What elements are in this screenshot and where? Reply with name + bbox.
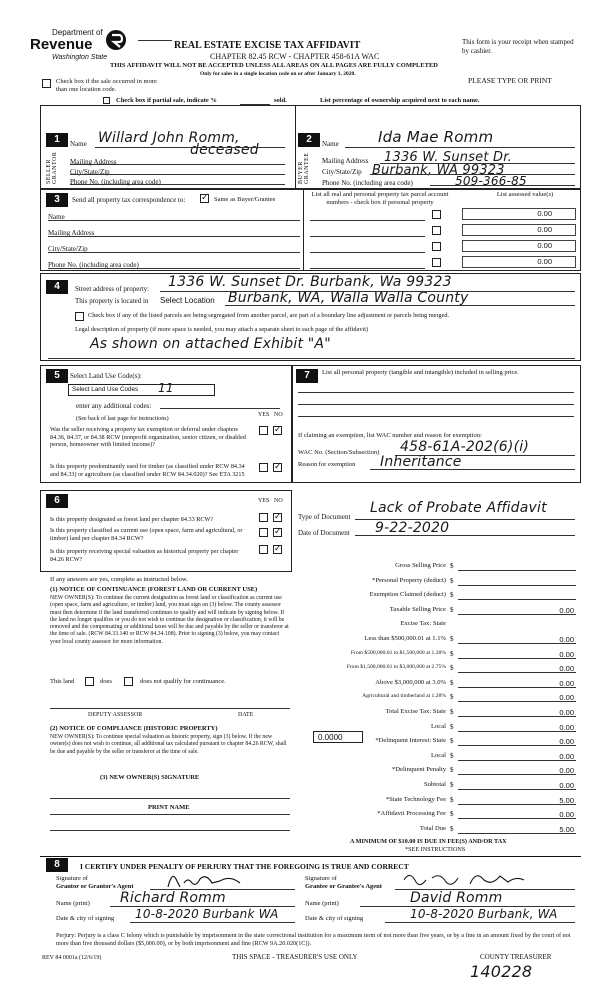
s7-exemption-label: If claiming an exemption, list WAC number and reason for exemption: — [298, 432, 482, 439]
land-use-select[interactable]: Select Land Use Codes — [72, 386, 139, 393]
tax-row-value[interactable]: 0.00 — [559, 650, 574, 659]
grantor-sig-label-1: Signature of — [56, 875, 88, 882]
compliance-text: NEW OWNER(S): To continue special valuation as historic property, sign (3) below. If the new owner(s) does not wish to continue, all additional tax calculated pursuant to chapter 84.26 RCW, shall be due and payable by the seller or transferor at the time of sale. — [50, 734, 287, 755]
receipt-note: This form is your receipt when stamped by cashier. — [462, 38, 574, 55]
s3-send-label: Send all property tax correspondence to: — [72, 196, 186, 204]
multi-location-checkbox[interactable] — [42, 79, 51, 88]
dept-line1: Department of — [52, 28, 103, 37]
perjury-content: Perjury: Perjury is a class C felony which is punishable by imprisonment in the state correctional institution for a maximum term of not more than five years, or by a fine in an amount fixed by the court of not more than five thousand dollars ($5,000.00), or by both imprisonment and fine (RCW 9A.20.020(1C)). — [56, 932, 571, 947]
tax-row-value[interactable]: 0.00 — [559, 693, 574, 702]
tax-row-dollar: $ — [450, 708, 454, 716]
s5-q2-no-checkbox[interactable] — [273, 463, 282, 472]
s2-phone-label: Phone No. (including area code) — [322, 179, 413, 187]
tax-row-dollar: $ — [450, 766, 454, 774]
compliance-title: (2) NOTICE OF COMPLIANCE (HISTORIC PROPERTY) — [50, 725, 218, 732]
s7-doc-type-value[interactable]: Lack of Probate Affidavit — [370, 500, 547, 516]
s7-doc-date-label: Date of Document — [298, 529, 350, 537]
grantor-date-city-value[interactable]: 10-8-2020 Burbank WA — [135, 907, 279, 921]
s1-name-value2[interactable]: deceased — [190, 142, 259, 158]
tax-row-label: Subtotal — [424, 781, 446, 788]
tax-row-label: Excise Tax: State — [400, 620, 446, 627]
s1-city-label: City/State/Zip — [70, 168, 110, 176]
same-as-buyer-checkbox[interactable] — [200, 194, 209, 203]
s5-q1-no-checkbox[interactable] — [273, 426, 282, 435]
tax-row-label: Total Excise Tax: State — [385, 708, 446, 715]
treasurer-space: THIS SPACE - TREASURER'S USE ONLY — [232, 953, 358, 961]
does-checkbox[interactable] — [85, 677, 94, 686]
continuance-text: NEW OWNER(S): To continue the current designation as forest land or classification as current use (open space, farm and agriculture, or timber) land, you must sign on (3) below. The county assessor must then determine if the land transferred continues to qualify and will indicate by signing below. If the land no longer qualifies or you do not wish to continue the designation or classification, it will be removed and the compensating or additional taxes will be due and payable by the seller or transferor at the time of sale. (RCW 84.33.140 or RCW 84.34.108). Prior to signing (3) below, you may contact your local county assessor for more information. — [50, 595, 289, 645]
minimum-note: A MINIMUM OF $10.00 IS DUE IN FEE(S) AND/OR TAX — [350, 838, 507, 845]
s5-q2-yes-checkbox[interactable] — [259, 463, 268, 472]
s7-reason-value[interactable]: Inheritance — [380, 454, 462, 470]
tax-row-dollar: $ — [450, 737, 454, 745]
s6-no: NO — [274, 498, 283, 504]
s5-yes: YES — [258, 412, 270, 418]
s7-reason-label: Reason for exemption — [298, 461, 356, 468]
county-treasurer: COUNTY TREASURER — [480, 953, 552, 961]
tax-row-value[interactable]: 0.00 — [559, 737, 574, 746]
seller-grantor-label: SELLER GRANTOR — [46, 151, 58, 184]
assessed-value-3[interactable]: 0.00 — [537, 241, 552, 250]
date-label: DATE — [238, 712, 254, 718]
s5-land-use-value[interactable]: 11 — [158, 381, 174, 395]
s4-located-label: This property is located in — [75, 297, 149, 305]
s6-q1-yes-checkbox[interactable] — [259, 513, 268, 522]
s4-legal-label: Legal description of property (if more space is needed, you may attach a separate sheet to each page of the affidavit) — [75, 326, 369, 333]
s4-legal-value[interactable]: As shown on attached Exhibit "A" — [90, 336, 331, 352]
s6-q1: Is this property designated as forest land per chapter 84.33 RCW? — [50, 516, 214, 523]
tax-row-value[interactable]: 0.00 — [559, 708, 574, 717]
tax-row-value[interactable]: 5.00 — [559, 796, 574, 805]
tax-row-dollar: $ — [450, 679, 454, 687]
tax-row-value[interactable]: 0.00 — [559, 810, 574, 819]
partial-sale-checkbox[interactable] — [103, 97, 110, 104]
segregated-checkbox[interactable] — [75, 312, 84, 321]
dept-line3: Washington State — [52, 54, 108, 61]
tax-row-label: *Delinquent Penalty — [391, 766, 446, 773]
s2-phone-value[interactable]: 509-366-85 — [455, 174, 527, 188]
parcel-header: List all real and personal property tax parcel account numbers - check box if personal property — [311, 191, 449, 206]
s2-mailing-value[interactable]: 1336 W. Sunset Dr. — [384, 150, 512, 165]
tax-row-value[interactable]: 0.00 — [559, 664, 574, 673]
tax-row-dollar: $ — [450, 723, 454, 731]
tax-row-label: Above $3,000,000 at 3.0% — [375, 679, 446, 686]
section-4-number: 4 — [46, 280, 68, 294]
partial-sale-label: Check box if partial sale, indicate % — [116, 97, 217, 104]
see-instructions: *SEE INSTRUCTIONS — [405, 846, 466, 853]
tax-row-value[interactable]: 0.00 — [559, 679, 574, 688]
assessed-value-1[interactable]: 0.00 — [537, 209, 552, 218]
tax-row-dollar: $ — [450, 810, 454, 818]
section-5-number: 5 — [46, 369, 68, 383]
s6-yes: YES — [258, 498, 270, 504]
tax-row-dollar: $ — [450, 664, 454, 672]
tax-row-label: Local — [430, 752, 446, 759]
form-title: REAL ESTATE EXCISE TAX AFFIDAVIT — [174, 40, 361, 51]
grantor-name-label: Name (print) — [56, 900, 90, 907]
s5-see-back: (See back of last page for instructions) — [76, 416, 169, 422]
buyer-grantee-label: BUYER GRANTEE — [298, 152, 310, 184]
tax-row-dollar: $ — [450, 781, 454, 789]
tax-row-value[interactable]: 5.00 — [559, 825, 574, 834]
tax-row-value[interactable]: 0.00 — [559, 723, 574, 732]
stamp-number: 140228 — [470, 962, 533, 981]
tax-row-dollar: $ — [450, 606, 454, 614]
s5-land-use-label: Select Land Use Code(s): — [70, 372, 142, 380]
print-note: PLEASE TYPE OR PRINT — [468, 76, 552, 85]
s4-segregated-label: Check box if any of the listed parcels are being segregated from another parcel, are part of a boundary line adjustment or parcels being merged. — [88, 312, 450, 319]
form-note: Only for sales in a single location code on or after January 1, 2020. — [200, 71, 356, 77]
s5-q1-yes-checkbox[interactable] — [259, 426, 268, 435]
location-select[interactable]: Select Location — [160, 296, 215, 305]
s4-street-label: Street address of property: — [75, 285, 150, 293]
local-rate[interactable]: 0.0000 — [318, 733, 343, 742]
s7-wac-label: WAC No. (Section/Subsection) — [298, 449, 380, 456]
tax-row-label: Less than $500,000.01 at 1.1% — [364, 635, 446, 642]
s7-personal-label: List all personal property (tangible and intangible) included in selling price. — [322, 369, 519, 376]
grantee-sig-label-1: Signature of — [305, 875, 337, 882]
s6-q2: Is this property classified as current use (open space, farm and agricultural, or timber) land per chapter 84.34 RCW? — [50, 527, 243, 542]
s6-q2-no-checkbox[interactable] — [273, 528, 282, 537]
s2-city-value[interactable]: Burbank, WA 99323 — [372, 163, 505, 178]
s6-q2-yes-checkbox[interactable] — [259, 528, 268, 537]
s1-name-label: Name — [70, 140, 87, 148]
s5-no: NO — [274, 412, 283, 418]
s3-mailing-label: Mailing Address — [48, 229, 95, 237]
tax-row-label: From $1,500,000.01 to $3,000,000 at 2.75% — [346, 664, 446, 670]
tax-row-label: Agricultural and timberland at 1.28% — [362, 693, 446, 699]
tax-row-dollar: $ — [450, 752, 454, 760]
parcel-3-checkbox[interactable] — [432, 242, 441, 251]
tax-row-label: From $500,000.01 to $1,500,000 at 1.28% — [350, 650, 446, 656]
s1-phone-label: Phone No. (including area code) — [70, 178, 161, 186]
s3-name-label: Name — [48, 213, 65, 221]
section-2-number: 2 — [298, 133, 320, 147]
section-7-number: 7 — [296, 369, 318, 383]
grantee-sig-label-2: Grantee or Grantee's Agent — [305, 883, 382, 890]
form-warning: THIS AFFIDAVIT WILL NOT BE ACCEPTED UNLESS ALL AREAS ON ALL PAGES ARE FULLY COMPLETED — [110, 62, 438, 69]
s2-name-label: Name — [322, 140, 339, 148]
tax-row-value[interactable]: 0.00 — [559, 781, 574, 790]
form-number: REV 84 0001a (12/6/19) — [42, 955, 102, 961]
section-3-number: 3 — [46, 193, 68, 207]
tax-row-dollar: $ — [450, 650, 454, 658]
grantor-signature[interactable] — [160, 869, 280, 891]
parcel-4-checkbox[interactable] — [432, 258, 441, 267]
s6-this-land: This land — [50, 678, 75, 685]
section-8-number: 8 — [46, 858, 68, 872]
does-not-checkbox[interactable] — [124, 677, 133, 686]
s6-instr: If any answers are yes, complete as instructed below. — [50, 576, 188, 583]
tax-row-dollar: $ — [450, 562, 454, 570]
s7-doc-date-value[interactable]: 9-22-2020 — [375, 520, 450, 536]
s1-mailing-label: Mailing Address — [70, 158, 117, 166]
new-owner-signature-label: (3) NEW OWNER(S) SIGNATURE — [100, 774, 200, 781]
tax-row-label: *Affidavit Processing Fee — [377, 810, 446, 817]
grantee-date-city-value[interactable]: 10-8-2020 Burbank, WA — [410, 907, 558, 921]
s3-same-label: Same as Buyer/Grantee — [214, 196, 276, 203]
tax-row-dollar: $ — [450, 825, 454, 833]
perjury-text — [56, 932, 576, 948]
revenue-logo-icon — [104, 28, 128, 52]
grantor-sig-label-2: Grantor or Grantor's Agent — [56, 883, 134, 890]
tax-row-label: Total Due — [419, 825, 446, 832]
tax-row-dollar: $ — [450, 577, 454, 585]
tax-row-label: *Personal Property (deduct) — [372, 577, 446, 584]
assessed-value-4[interactable]: 0.00 — [537, 257, 552, 266]
form-subtitle: CHAPTER 82.45 RCW - CHAPTER 458-61A WAC — [210, 52, 380, 61]
s7-doc-type-label: Type of Document — [298, 513, 351, 521]
tax-row-value[interactable]: 0.00 — [559, 766, 574, 775]
s6-does-not: does not qualify for continuance. — [140, 678, 226, 685]
tax-row-label: *State Technology Fee — [385, 796, 446, 803]
tax-row-label: Gross Selling Price — [395, 562, 446, 569]
assessed-header: List assessed value(s) — [496, 191, 554, 198]
ownership-label: List percentage of ownership acquired next to each name. — [320, 97, 480, 104]
tax-row-value[interactable]: 0.00 — [559, 752, 574, 761]
s1-name-value[interactable]: Willard John Romm, — [98, 130, 240, 146]
section-6-number: 6 — [46, 494, 68, 508]
s5-additional-label: enter any additional codes: — [76, 402, 152, 410]
parcel-1-checkbox[interactable] — [432, 210, 441, 219]
tax-row-dollar: $ — [450, 693, 454, 701]
assessed-value-2[interactable]: 0.00 — [537, 225, 552, 234]
s5-q1: Was the seller receiving a property tax exemption or deferral under chapters 84.36, 84.37, or 84.38 RCW (nonprofit organization, senior citizen, or disabled person, homeowner with limited income)? — [50, 426, 246, 448]
multi-location-label: Check box if the sale occurred in more than one location code. — [56, 78, 157, 93]
print-name-label: PRINT NAME — [148, 804, 190, 811]
tax-row-value[interactable]: 0.00 — [559, 606, 574, 615]
s4-location-value[interactable]: Burbank, WA, Walla Walla County — [228, 290, 469, 306]
deputy-assessor-label: DEPUTY ASSESSOR — [88, 712, 143, 718]
grantor-name-value[interactable]: Richard Romm — [120, 890, 226, 906]
s6-does: does — [100, 678, 112, 685]
s3-phone-label: Phone No. (including area code) — [48, 261, 139, 269]
section-1-number: 1 — [46, 133, 68, 147]
continuance-title: (1) NOTICE OF CONTINUANCE (FOREST LAND OR CURRENT USE) — [50, 586, 258, 593]
sold-label: sold. — [274, 97, 287, 104]
grantor-date-city-label: Date & city of signing — [56, 915, 115, 922]
s6-q1-no-checkbox[interactable] — [273, 513, 282, 522]
s2-name-value[interactable]: Ida Mae Romm — [378, 128, 494, 146]
dept-revenue: Revenue — [30, 36, 93, 53]
s7-wac-value[interactable]: 458-61A-202(6)(i) — [400, 439, 529, 455]
tax-row-dollar: $ — [450, 796, 454, 804]
grantee-signature[interactable] — [400, 868, 540, 890]
s2-city-label: City/State/Zip — [322, 168, 362, 176]
s6-q3-yes-checkbox[interactable] — [259, 545, 268, 554]
tax-row-value[interactable]: 0.00 — [559, 635, 574, 644]
certify-text: I CERTIFY UNDER PENALTY OF PERJURY THAT THE FOREGOING IS TRUE AND CORRECT — [80, 862, 409, 871]
grantee-name-value[interactable]: David Romm — [410, 890, 503, 906]
tax-row-dollar: $ — [450, 591, 454, 599]
s3-city-label: City/State/Zip — [48, 245, 88, 253]
tax-row-label: Local — [430, 723, 446, 730]
grantee-date-city-label: Date & city of signing — [305, 915, 364, 922]
tax-row-label: Exemption Claimed (deduct) — [369, 591, 446, 598]
s5-q2: Is this property predominantly used for timber (as classified under RCW 84.34 and 84.33) or agriculture (as classified under RCW 84.34.020)? See ETA 3215 — [50, 463, 245, 478]
tax-row-label: *Delinquent Interest: State — [375, 737, 446, 744]
s6-q3: Is this property receiving special valuation as historical property per chapter 84.26 RCW? — [50, 548, 239, 563]
parcel-2-checkbox[interactable] — [432, 226, 441, 235]
tax-row-label: Taxable Selling Price — [389, 606, 446, 613]
s2-mailing-label: Mailing Address — [322, 157, 369, 165]
s6-q3-no-checkbox[interactable] — [273, 545, 282, 554]
grantee-name-label: Name (print) — [305, 900, 339, 907]
tax-row-dollar: $ — [450, 635, 454, 643]
s4-street-value[interactable]: 1336 W. Sunset Dr. Burbank, Wa 99323 — [168, 274, 452, 290]
